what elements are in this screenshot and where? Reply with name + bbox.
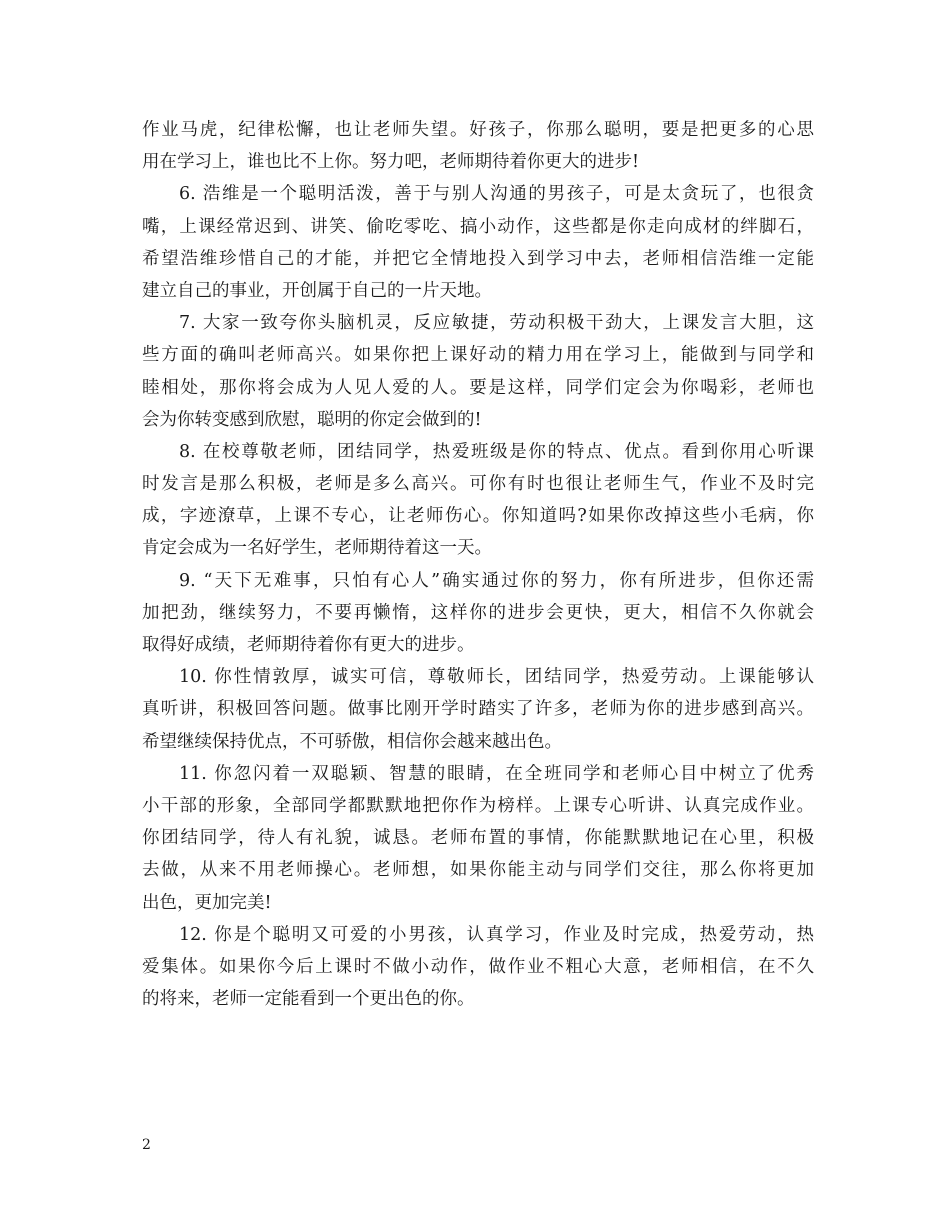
paragraph-line: 睦相处，那你将会成为人见人爱的人。要是这样，同学们定会为你喝彩，老师也	[142, 377, 814, 398]
paragraph-first-line: 11. 你忽闪着一双聪颖、智慧的眼睛，在全班同学和老师心目中树立了优秀	[179, 763, 814, 784]
paragraph-line: 小干部的形象，全部同学都默默地把你作为榜样。上课专心听讲、认真完成作业。	[142, 795, 814, 816]
paragraph-line: 的将来，老师一定能看到一个更出色的你。	[142, 989, 475, 1010]
paragraph-line: 希望浩维珍惜自己的才能，并把它全情地投入到学习中去，老师相信浩维一定能	[142, 248, 814, 269]
paragraph-first-line: 6. 浩维是一个聪明活泼，善于与别人沟通的男孩子，可是太贪玩了，也很贪	[179, 184, 814, 205]
paragraph-first-line: 10. 你性情敦厚，诚实可信，尊敬师长，团结同学，热爱劳动。上课能够认	[179, 667, 814, 688]
paragraph-first-line: 12. 你是个聪明又可爱的小男孩，认真学习，作业及时完成，热爱劳动，热	[179, 924, 814, 945]
paragraph-line: 用在学习上，谁也比不上你。努力吧，老师期待着你更大的进步!	[142, 152, 640, 173]
paragraph-line: 建立自己的事业，开创属于自己的一片天地。	[142, 280, 492, 301]
paragraph-line: 真听讲，积极回答问题。做事比刚开学时踏实了许多，老师为你的进步感到高兴。	[142, 699, 814, 720]
paragraph-line: 爱集体。如果你今后上课时不做小动作，做作业不粗心大意，老师相信，在不久	[142, 956, 814, 977]
document-body	[142, 114, 814, 1015]
paragraph-first-line: 7. 大家一致夸你头脑机灵，反应敏捷，劳动积极干劲大，上课发言大胆，这	[179, 313, 814, 334]
paragraph-line: 作业马虎，纪律松懈，也让老师失望。好孩子，你那么聪明，要是把更多的心思	[142, 120, 814, 140]
paragraph-line: 些方面的确叫老师高兴。如果你把上课好动的精力用在学习上，能做到与同学和	[142, 345, 814, 366]
paragraph-line: 肯定会成为一名好学生，老师期待着这一天。	[142, 538, 492, 559]
page-number: 2	[142, 1137, 151, 1153]
paragraph-line: 会为你转变感到欣慰，聪明的你定会做到的!	[142, 409, 482, 430]
paragraph-line: 成，字迹潦草，上课不专心，让老师伤心。你知道吗?如果你改掉这些小毛病，你	[142, 506, 814, 527]
paragraph-first-line: 9. “天下无难事，只怕有心人”确实通过你的努力，你有所进步，但你还需	[179, 570, 814, 591]
paragraph-line: 时发言是那么积极，老师是多么高兴。可你有时也很让老师生气，作业不及时完	[142, 474, 814, 495]
paragraph-line: 希望继续保持优点，不可骄傲，相信你会越来越出色。	[142, 731, 562, 752]
paragraph-first-line: 8. 在校尊敬老师，团结同学，热爱班级是你的特点、优点。看到你用心听课	[179, 441, 814, 462]
paragraph-line: 加把劲，继续努力，不要再懒惰，这样你的进步会更快，更大，相信不久你就会	[142, 602, 814, 623]
paragraph-line: 出色，更加完美!	[142, 892, 272, 913]
paragraph-line: 取得好成绩，老师期待着你有更大的进步。	[142, 635, 475, 655]
paragraph-line: 嘴，上课经常迟到、讲笑、偷吃零吃、搞小动作，这些都是你走向成材的绊脚石，	[142, 216, 814, 237]
paragraph-line: 你团结同学，待人有礼貌，诚恳。老师布置的事情，你能默默地记在心里，积极	[142, 828, 814, 849]
paragraph-line: 去做，从来不用老师操心。老师想，如果你能主动与同学们交往，那么你将更加	[142, 860, 814, 881]
